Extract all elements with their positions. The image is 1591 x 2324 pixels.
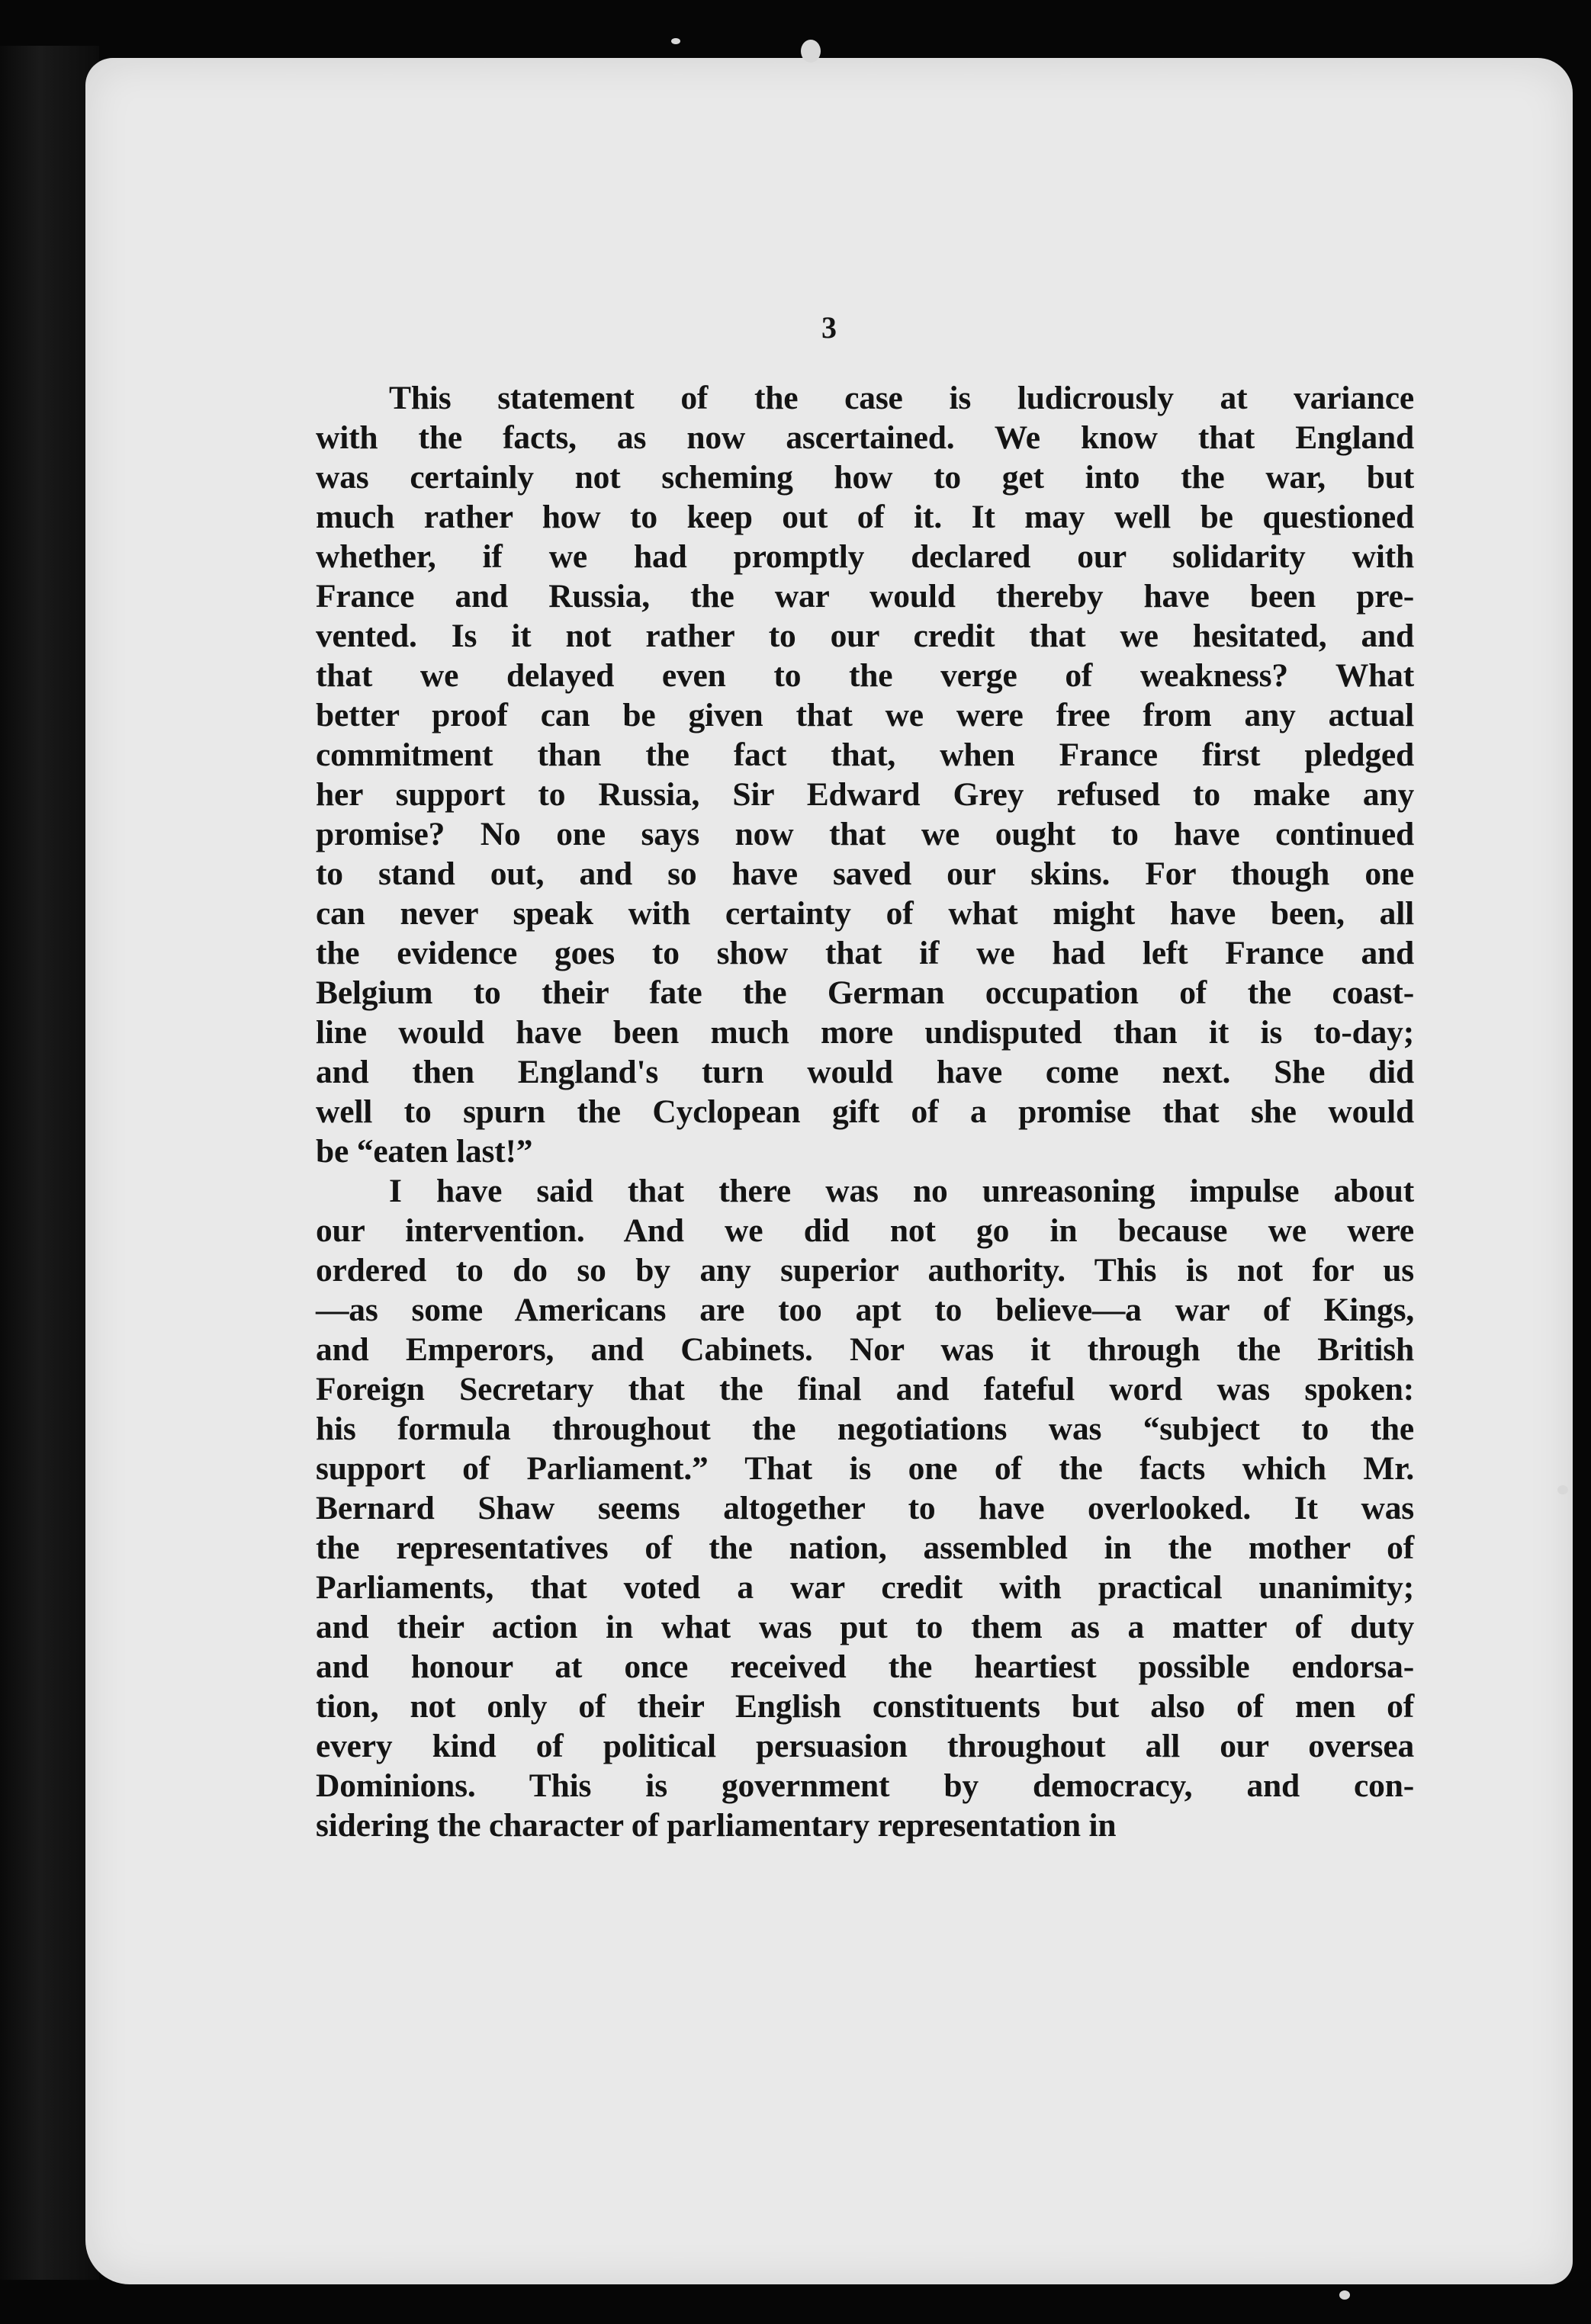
page-number: 3 [821, 310, 837, 345]
text-line: the evidence goes to show that if we had left France and [316, 935, 1414, 971]
text-line: every kind of political persuasion throughout all our oversea [316, 1728, 1414, 1764]
text-line: and honour at once received the heartiest possible endorsa- [316, 1648, 1414, 1685]
text-line: ordered to do so by any superior authority. This is not for us [316, 1252, 1414, 1289]
text-line: —as some Americans are too apt to believe—a war of Kings, [316, 1292, 1414, 1328]
text-line: Bernard Shaw seems altogether to have overlooked. It was [316, 1490, 1414, 1526]
text-line: Dominions. This is government by democracy, and con- [316, 1767, 1414, 1804]
text-line: I have said that there was no unreasoning impulse about [389, 1173, 1414, 1209]
text-line: and then England's turn would have come next. She did [316, 1054, 1414, 1090]
paragraph [316, 378, 1414, 1171]
text-line: with the facts, as now ascertained. We know that England [316, 419, 1414, 456]
text-line: support of Parliament.” That is one of the facts which Mr. [316, 1450, 1414, 1487]
text-line: Parliaments, that voted a war credit with practical unanimity; [316, 1569, 1414, 1606]
scan-speck [671, 38, 680, 44]
text-line: commitment than the fact that, when France first pledged [316, 737, 1414, 773]
text-line: her support to Russia, Sir Edward Grey refused to make any [316, 776, 1414, 813]
text-line: tion, not only of their English constituents but also of men of [316, 1688, 1414, 1725]
text-line: was certainly not scheming how to get into the war, but [316, 459, 1414, 496]
text-line: and their action in what was put to them as a matter of duty [316, 1609, 1414, 1645]
text-line: better proof can be given that we were free from any actual [316, 697, 1414, 733]
text-line: well to spurn the Cyclopean gift of a promise that she would [316, 1093, 1414, 1130]
text-line: whether, if we had promptly declared our solidarity with [316, 538, 1414, 575]
text-line: much rather how to keep out of it. It may well be questioned [316, 499, 1414, 535]
text-line: to stand out, and so have saved our skins. For though one [316, 855, 1414, 892]
text-line: France and Russia, the war would thereby have been pre- [316, 578, 1414, 615]
text-line: his formula throughout the negotiations was “subject to the [316, 1411, 1414, 1447]
text-line: sidering the character of parliamentary representation in [316, 1807, 1117, 1844]
text-line: line would have been much more undisputed than it is to-day; [316, 1014, 1414, 1051]
text-line: the representatives of the nation, assembled in the mother of [316, 1530, 1414, 1566]
text-line: and Emperors, and Cabinets. Nor was it through the British [316, 1331, 1414, 1368]
scan-speck [801, 40, 821, 63]
scan-speck [1339, 2290, 1350, 2300]
text-line: Belgium to their fate the German occupation of the coast- [316, 974, 1414, 1011]
text-line: that we delayed even to the verge of weakness? What [316, 657, 1414, 694]
text-line: This statement of the case is ludicrously at variance [389, 380, 1414, 416]
scan-speck [1557, 1485, 1568, 1494]
text-line: promise? No one says now that we ought to have continued [316, 816, 1414, 852]
text-line: vented. Is it not rather to our credit that we hesitated, and [316, 618, 1414, 654]
body-text [316, 378, 1414, 1845]
facing-page-edge [0, 46, 99, 2280]
book-page [85, 58, 1573, 2284]
text-line: our intervention. And we did not go in because we were [316, 1212, 1414, 1249]
text-line: can never speak with certainty of what might have been, all [316, 895, 1414, 932]
text-line: Foreign Secretary that the final and fateful word was spoken: [316, 1371, 1414, 1408]
text-line: be “eaten last!” [316, 1133, 533, 1170]
paragraph [316, 1171, 1414, 1845]
